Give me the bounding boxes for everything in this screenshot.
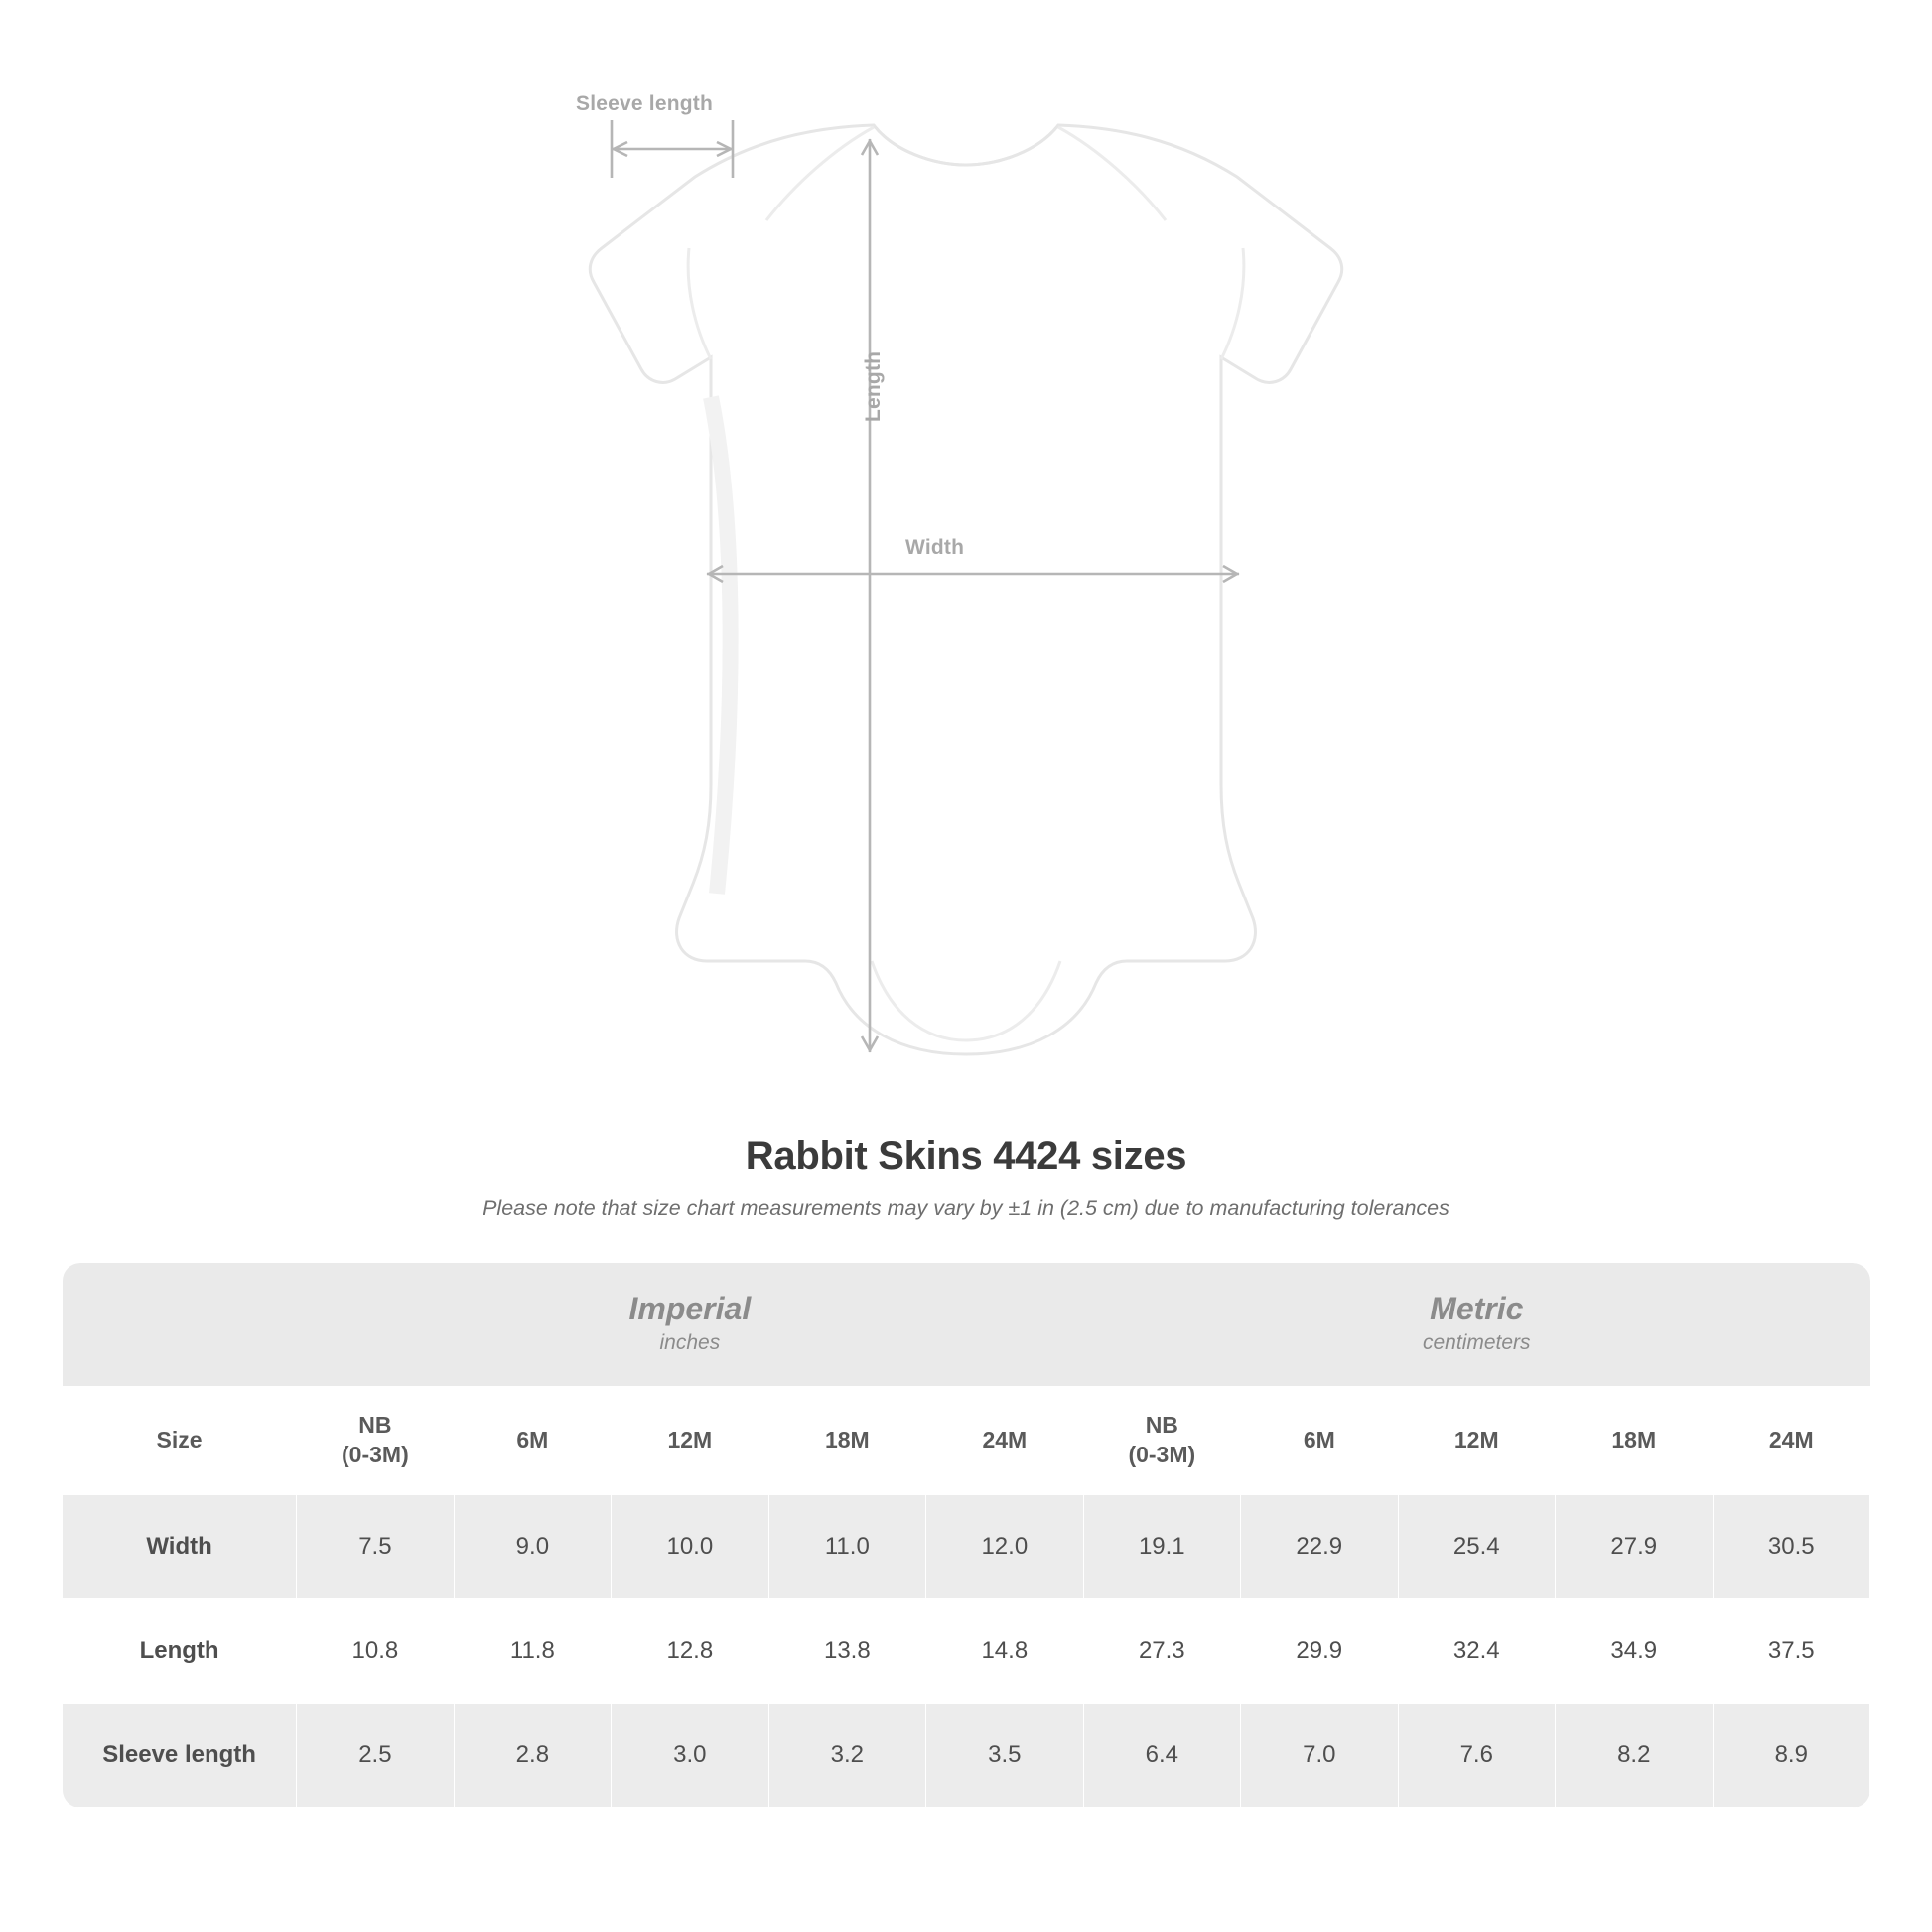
tolerance-note: Please note that size chart measurements may vary by ±1 in (2.5 cm) due to manufacturing tolerances [483, 1196, 1449, 1220]
unit-group-metric-name: Metric [1430, 1290, 1524, 1326]
table-row [63, 1495, 1870, 1599]
column-header-nb-cm-sub: (0-3M) [1128, 1442, 1196, 1467]
column-header-24m-in: 24M [926, 1387, 1083, 1495]
cell-width-24m-in: 12.0 [926, 1495, 1083, 1599]
unit-group-imperial-name: Imperial [628, 1290, 752, 1326]
table-row [63, 1704, 1870, 1808]
row-header-width: Width [63, 1495, 297, 1599]
cell-length-6m-in: 11.8 [454, 1599, 611, 1704]
row-header-size: Size [63, 1387, 297, 1495]
cell-length-24m-in: 14.8 [926, 1599, 1083, 1704]
unit-group-imperial-sub: inches [659, 1330, 721, 1354]
table-row [63, 1599, 1870, 1704]
length-label: Length [862, 350, 885, 422]
column-header-nb-cm-label: NB [1145, 1412, 1178, 1439]
column-header-18m-in: 18M [768, 1387, 925, 1495]
title-block [0, 1134, 1932, 1221]
column-header-nb-in-sub: (0-3M) [342, 1442, 409, 1467]
row-header-length: Length [63, 1599, 297, 1704]
unit-header-row [63, 1263, 1870, 1387]
cell-width-6m-in: 9.0 [454, 1495, 611, 1599]
cell-width-6m-cm: 22.9 [1241, 1495, 1398, 1599]
cell-sleeve-nb-cm: 6.4 [1083, 1704, 1240, 1808]
size-table [62, 1263, 1870, 1808]
cell-sleeve-12m-in: 3.0 [612, 1704, 768, 1808]
sleeve-length-label: Sleeve length [576, 92, 713, 115]
cell-length-nb-cm: 27.3 [1083, 1599, 1240, 1704]
column-header-18m-cm: 18M [1556, 1387, 1713, 1495]
cell-length-18m-in: 13.8 [768, 1599, 925, 1704]
column-header-24m-cm: 24M [1713, 1387, 1870, 1495]
cell-sleeve-18m-cm: 8.2 [1556, 1704, 1713, 1808]
unit-group-metric [1083, 1263, 1869, 1387]
cell-length-12m-cm: 32.4 [1398, 1599, 1555, 1704]
column-header-nb-in-label: NB [358, 1412, 392, 1439]
page-title: Rabbit Skins 4424 sizes [745, 1134, 1187, 1177]
cell-width-24m-cm: 30.5 [1713, 1495, 1870, 1599]
cell-length-6m-cm: 29.9 [1241, 1599, 1398, 1704]
column-header-12m-cm: 12M [1398, 1387, 1555, 1495]
cell-length-24m-cm: 37.5 [1713, 1599, 1870, 1704]
cell-width-nb-cm: 19.1 [1083, 1495, 1240, 1599]
cell-width-12m-cm: 25.4 [1398, 1495, 1555, 1599]
unit-group-imperial [297, 1263, 1083, 1387]
row-header-sleeve-length: Sleeve length [63, 1704, 297, 1808]
cell-sleeve-24m-in: 3.5 [926, 1704, 1083, 1808]
cell-sleeve-12m-cm: 7.6 [1398, 1704, 1555, 1808]
size-table-wrapper [62, 1263, 1870, 1808]
cell-width-18m-in: 11.0 [768, 1495, 925, 1599]
column-header-nb-cm [1083, 1387, 1240, 1495]
cell-width-18m-cm: 27.9 [1556, 1495, 1713, 1599]
column-header-nb-in [297, 1387, 454, 1495]
cell-sleeve-18m-in: 3.2 [768, 1704, 925, 1808]
unit-group-metric-sub: centimeters [1423, 1330, 1531, 1354]
cell-sleeve-nb-in: 2.5 [297, 1704, 454, 1808]
column-header-12m-in: 12M [612, 1387, 768, 1495]
column-header-6m-in: 6M [454, 1387, 611, 1495]
size-header-row [63, 1387, 1870, 1495]
cell-sleeve-6m-in: 2.8 [454, 1704, 611, 1808]
cell-length-12m-in: 12.8 [612, 1599, 768, 1704]
bodysuit-shape [590, 125, 1341, 1054]
width-label: Width [905, 536, 965, 559]
cell-sleeve-24m-cm: 8.9 [1713, 1704, 1870, 1808]
cell-width-12m-in: 10.0 [612, 1495, 768, 1599]
cell-sleeve-6m-cm: 7.0 [1241, 1704, 1398, 1808]
cell-width-nb-in: 7.5 [297, 1495, 454, 1599]
unit-header-empty [63, 1263, 297, 1387]
column-header-6m-cm: 6M [1241, 1387, 1398, 1495]
cell-length-nb-in: 10.8 [297, 1599, 454, 1704]
cell-length-18m-cm: 34.9 [1556, 1599, 1713, 1704]
